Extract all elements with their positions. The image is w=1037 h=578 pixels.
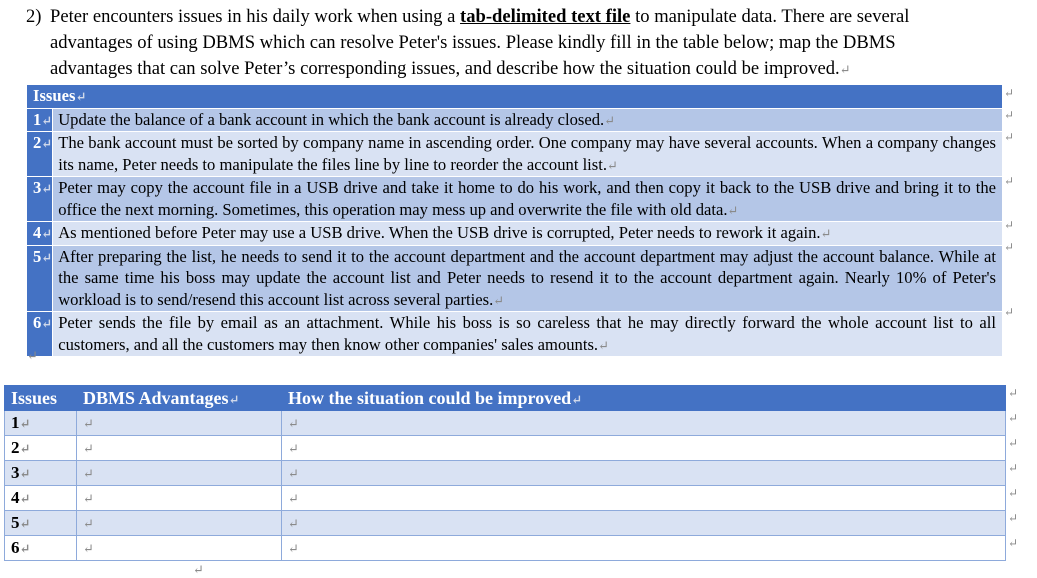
answer-table-header-row <box>5 386 1006 411</box>
column-header-label: Issues <box>11 387 58 408</box>
issue-text: As mentioned before Peter may use a USB drive. When the USB drive is corrupted, Peter needs to rework it again. <box>58 223 821 242</box>
paragraph-mark-icon: ↵ <box>839 62 851 77</box>
row-end-mark-icon: ↵ <box>1004 305 1015 319</box>
issue-row <box>27 108 1003 132</box>
answer-row <box>5 536 1006 561</box>
question-line-3-text: advantages that can solve Peter’s corresponding issues, and describe how the situation could be improved. <box>50 58 840 79</box>
cell-end-mark-icon: ↵ <box>41 316 53 331</box>
issue-row <box>27 312 1003 357</box>
answer-issue-number-cell[interactable] <box>5 436 77 461</box>
issue-text-cell[interactable] <box>53 177 1003 222</box>
cell-end-mark-icon: ↵ <box>288 541 299 556</box>
row-end-mark-icon: ↵ <box>1008 536 1019 550</box>
row-end-mark-icon: ↵ <box>1004 108 1015 122</box>
improvement-input-cell[interactable] <box>282 511 1006 536</box>
issue-row <box>27 177 1003 222</box>
issues-table-header-row <box>27 85 1003 109</box>
answer-issue-number: 5 <box>11 513 20 532</box>
cell-end-mark-icon: ↵ <box>820 226 832 241</box>
row-end-mark-icon: ↵ <box>1008 386 1019 400</box>
cell-end-mark-icon: ↵ <box>288 516 299 531</box>
issue-text-cell[interactable] <box>53 108 1003 132</box>
cell-end-mark-icon: ↵ <box>228 391 240 407</box>
improvement-input-cell[interactable] <box>282 486 1006 511</box>
question-paragraph <box>26 4 1036 83</box>
dbms-advantage-input-cell[interactable] <box>77 461 282 486</box>
answer-issue-number-cell[interactable] <box>5 461 77 486</box>
improvement-input-cell[interactable] <box>282 461 1006 486</box>
row-end-mark-icon: ↵ <box>1004 130 1015 144</box>
cell-end-mark-icon: ↵ <box>19 441 31 456</box>
row-end-mark-icon: ↵ <box>1004 174 1015 188</box>
issue-text-cell[interactable] <box>53 132 1003 177</box>
issue-row <box>27 245 1003 312</box>
dbms-advantage-input-cell[interactable] <box>77 411 282 436</box>
cell-end-mark-icon: ↵ <box>607 157 618 173</box>
cell-end-mark-icon: ↵ <box>83 516 94 531</box>
cell-end-mark-icon: ↵ <box>83 491 94 506</box>
cell-end-mark-icon: ↵ <box>288 441 299 456</box>
row-end-mark-icon: ↵ <box>1004 86 1015 100</box>
cell-end-mark-icon: ↵ <box>83 541 94 556</box>
cell-end-mark-icon: ↵ <box>41 226 53 241</box>
cell-end-mark-icon: ↵ <box>288 491 299 506</box>
issue-text: Update the balance of a bank account in which the bank account is already closed. <box>58 109 605 129</box>
issue-text: Peter sends the file by email as an attachment. While his boss is so careless that he may directly forward the whole account list to all customers, and all the customers may then know other companies' sales amounts. <box>58 313 996 354</box>
question-text-after: to manipulate data. There are several <box>630 6 910 27</box>
issue-number-cell[interactable] <box>27 222 53 246</box>
row-end-mark-icon: ↵ <box>1008 486 1019 500</box>
row-end-mark-icon: ↵ <box>1008 461 1019 475</box>
question-text-before: Peter encounters issues in his daily work when using a <box>50 6 461 27</box>
issues-header-label: Issues <box>33 86 76 105</box>
answer-issue-number-cell[interactable] <box>5 511 77 536</box>
cell-end-mark-icon: ↵ <box>493 292 505 308</box>
cell-end-mark-icon: ↵ <box>83 466 94 481</box>
answer-issue-number: 1 <box>11 413 20 432</box>
dbms-advantage-input-cell[interactable] <box>77 486 282 511</box>
answer-issue-number-cell[interactable] <box>5 411 77 436</box>
answer-issue-number: 6 <box>11 538 20 557</box>
answer-issue-number-cell[interactable] <box>5 536 77 561</box>
question-line-3 <box>26 56 1036 83</box>
row-end-mark-icon: ↵ <box>1008 436 1019 450</box>
column-header-label: DBMS Advantages <box>83 387 229 408</box>
cell-end-mark-icon: ↵ <box>41 181 53 196</box>
row-end-mark-icon: ↵ <box>1004 240 1015 254</box>
row-end-mark-icon: ↵ <box>1004 218 1015 232</box>
cell-end-mark-icon: ↵ <box>19 466 31 481</box>
improvement-input-cell[interactable] <box>282 436 1006 461</box>
row-end-mark-icon: ↵ <box>1008 411 1019 425</box>
answer-row <box>5 436 1006 461</box>
issue-number: 2 <box>33 133 42 152</box>
improvement-input-cell[interactable] <box>282 536 1006 561</box>
answer-issue-number: 3 <box>11 463 20 482</box>
column-header-dbms-advantages[interactable] <box>77 386 282 411</box>
cell-end-mark-icon: ↵ <box>598 337 609 353</box>
issue-number-cell[interactable] <box>27 245 53 312</box>
issues-header-cell[interactable] <box>27 85 1003 109</box>
cell-end-mark-icon: ↵ <box>83 441 94 456</box>
cell-end-mark-icon: ↵ <box>41 112 53 128</box>
paragraph-mark-icon: ↵ <box>193 562 204 577</box>
cell-end-mark-icon: ↵ <box>19 416 31 431</box>
answer-issue-number: 4 <box>11 488 20 507</box>
issue-number: 3 <box>33 178 42 197</box>
issue-number: 4 <box>33 223 42 242</box>
issue-number-cell[interactable] <box>27 108 53 132</box>
question-line-1 <box>26 4 1036 30</box>
cell-end-mark-icon: ↵ <box>41 136 53 151</box>
column-header-issues[interactable] <box>5 386 77 411</box>
dbms-advantage-input-cell[interactable] <box>77 436 282 461</box>
paragraph-mark-icon: ↵ <box>27 348 38 363</box>
answer-issue-number: 2 <box>11 438 20 457</box>
cell-end-mark-icon: ↵ <box>604 112 616 128</box>
question-number: 2) <box>26 6 42 27</box>
cell-end-mark-icon: ↵ <box>571 391 583 407</box>
answer-issue-number-cell[interactable] <box>5 486 77 511</box>
cell-end-mark-icon: ↵ <box>727 202 739 218</box>
cell-end-mark-icon: ↵ <box>41 249 53 265</box>
cell-end-mark-icon: ↵ <box>19 516 31 531</box>
answer-row <box>5 411 1006 436</box>
emphasized-term: tab-delimited text file <box>460 6 631 27</box>
answer-row <box>5 461 1006 486</box>
issues-table <box>26 84 1003 357</box>
issue-number: 1 <box>33 109 42 129</box>
issue-text-cell[interactable] <box>53 245 1003 312</box>
cell-end-mark-icon: ↵ <box>19 541 31 556</box>
issue-number-cell[interactable] <box>27 177 53 222</box>
improvement-input-cell[interactable] <box>282 411 1006 436</box>
cell-end-mark-icon: ↵ <box>288 466 299 481</box>
row-end-mark-icon: ↵ <box>1008 511 1019 525</box>
dbms-advantage-input-cell[interactable] <box>77 511 282 536</box>
issue-row <box>27 222 1003 246</box>
column-header-label: How the situation could be improved <box>288 387 572 408</box>
answer-row <box>5 486 1006 511</box>
issue-number: 6 <box>33 313 42 332</box>
issue-text: Peter may copy the account file in a USB drive and take it home to do his work, and then copy it back to the USB drive and bring it to the office the next morning. Sometimes, this operation may mess up and overwrite the file with old data. <box>58 178 996 219</box>
answer-table <box>4 385 1006 561</box>
column-header-improvement[interactable] <box>282 386 1006 411</box>
cell-end-mark-icon: ↵ <box>83 416 94 431</box>
cell-end-mark-icon: ↵ <box>19 491 31 506</box>
issue-text: After preparing the list, he needs to send it to the account department and the account department may adjust the account balance. While at the same time his boss may update the account list and Peter needs to resend it to the account department again. Nearly 10% of Peter's workload is to send/resend this account list across several parties. <box>58 246 996 309</box>
cell-end-mark-icon: ↵ <box>75 89 87 104</box>
issue-text-cell[interactable] <box>53 222 1003 246</box>
cell-end-mark-icon: ↵ <box>288 416 299 431</box>
issue-number-cell[interactable] <box>27 132 53 177</box>
issue-text-cell[interactable] <box>53 312 1003 357</box>
question-line-2: advantages of using DBMS which can resolve Peter's issues. Please kindly fill in the table below; map the DBMS <box>50 32 896 53</box>
dbms-advantage-input-cell[interactable] <box>77 536 282 561</box>
issue-row <box>27 132 1003 177</box>
issue-text: The bank account must be sorted by company name in ascending order. One company may have several accounts. When a company changes its name, Peter needs to manipulate the files line by line to reorder the account list. <box>58 133 996 174</box>
issue-number: 5 <box>33 246 42 266</box>
answer-row <box>5 511 1006 536</box>
